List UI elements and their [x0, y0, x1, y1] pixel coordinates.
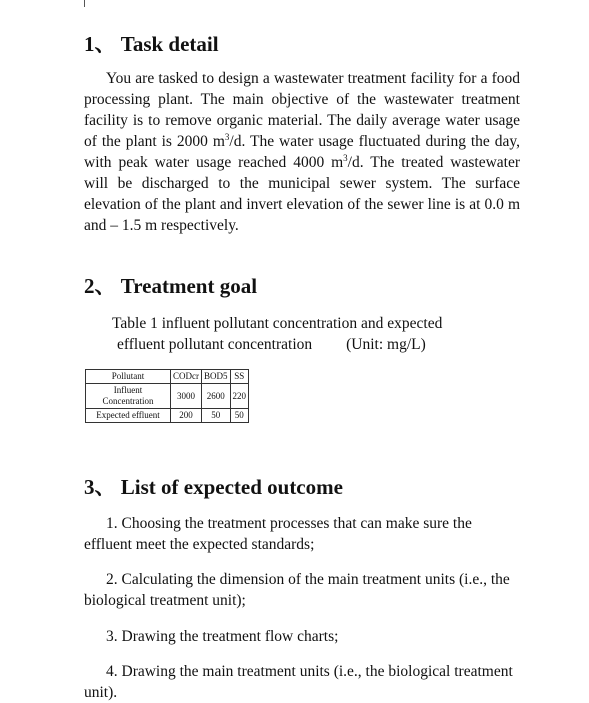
table-header-cell: CODcr — [171, 370, 202, 384]
table-caption-unit: (Unit: mg/L) — [346, 336, 426, 353]
page-edge-mark — [84, 0, 85, 7]
task-text-part-b: /d. The water usage fluctuated during the day, with peak water usage reached 4000 m — [84, 133, 520, 171]
table-cell: 220 — [230, 384, 249, 409]
section-heading-expected-outcome: 3、 List of expected outcome — [84, 475, 343, 499]
table-cell: 3000 — [171, 384, 202, 409]
table-header-cell: Pollutant — [86, 370, 171, 384]
table-caption-line1: Table 1 influent pollutant concentration and expected — [112, 315, 443, 332]
outcome-item: 4. Drawing the main treatment units (i.e., the biological treatment unit). — [84, 663, 513, 701]
table-header-row — [86, 370, 249, 384]
superscript-cubed: 3 — [224, 131, 230, 142]
table-row — [86, 384, 249, 409]
table-row — [86, 409, 249, 423]
table-row-label: Influent Concentration — [86, 384, 171, 409]
outcome-item: 2. Calculating the dimension of the main treatment units (i.e., the biological treatment unit); — [84, 571, 510, 609]
table-cell: 200 — [171, 409, 202, 423]
task-detail-paragraph — [84, 68, 520, 236]
table-cell: 50 — [230, 409, 249, 423]
table-row-label: Expected effluent — [86, 409, 171, 423]
outcome-item: 1. Choosing the treatment processes that can make sure the effluent meet the expected standards; — [84, 515, 472, 553]
table-header-cell: SS — [230, 370, 249, 384]
section-heading-treatment-goal: 2、 Treatment goal — [84, 274, 258, 298]
task-text-part-c: /d. The treated wastewater will be discharged to the municipal sewer system. The surface elevation of the plant and invert elevation of the sewer line is at 0.0 m and – 1.5 m respectively. — [84, 154, 520, 234]
outcome-item: 3. Drawing the treatment flow charts; — [106, 628, 339, 645]
section-heading-task-detail: 1、 Task detail — [84, 32, 219, 56]
table-header-cell: BOD5 — [202, 370, 231, 384]
task-text-part-a: You are tasked to design a wastewater treatment facility for a food processing plant. The main objective of the wastewater treatment facility is to remove organic material. The daily average water usage of the plant is 2000 m — [84, 70, 520, 150]
pollutant-table — [85, 369, 249, 423]
table-caption — [112, 313, 512, 355]
table-cell: 2600 — [202, 384, 231, 409]
table-caption-line2: effluent pollutant concentration — [117, 336, 313, 353]
table-cell: 50 — [202, 409, 231, 423]
superscript-cubed: 3 — [343, 152, 348, 163]
